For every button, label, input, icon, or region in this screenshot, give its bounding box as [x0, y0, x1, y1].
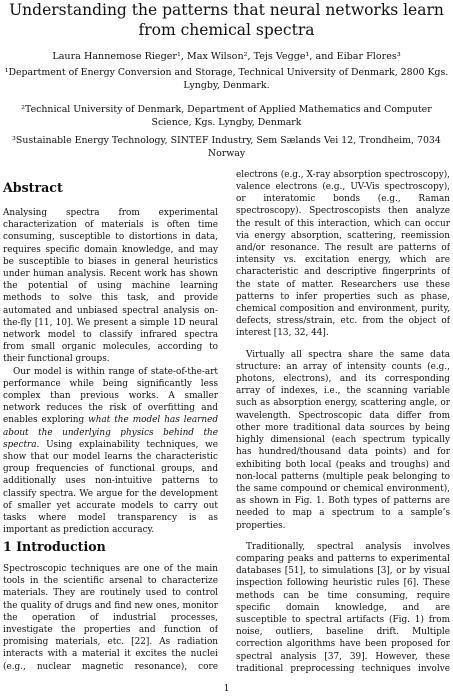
introduction-heading: 1 Introduction: [3, 539, 106, 554]
abstract-paragraph-2-start: Our model is within range of state-of-the-art performance while being significantly less complex than previous works. A smaller network reduces the risk of overfitting and enables exploring: [3, 366, 218, 426]
affiliation-2: ²Technical University of Denmark, Department of Applied Mathematics and Computer Science, Kgs. Lyngby, Denmark: [21, 104, 432, 128]
paper-title: Understanding the patterns that neural networks learn from chemical spectra: [9, 1, 444, 39]
abstract-body: [3, 207, 218, 536]
abstract-heading: Abstract: [3, 180, 63, 195]
abstract-paragraph-1: Analysing spectra from experimental characterization of materials is often time consuming, susceptible to distortions in data, requires specific domain knowledge, and may be susceptible to biases in general heuristics under human analysis. Recent work has shown the potential of using machine learning methods to solve this task, and provide automated and unbiased spectral analysis on-the-fly [11, 10]. We present a simple 1D neural network model to classify infrared spectra from small organic molecules, according to their functional groups.: [3, 208, 218, 365]
affiliation-3: ³Sustainable Energy Technology, SINTEF Industry, Sem Sælands Vei 12, Trondheim, 7034 Norway: [12, 135, 441, 159]
abstract-paragraph-2-end: . Using explainability techniques, we show that our model learns the characteristic group frequencies of functional groups, and additionally uses non-intuitive patterns to classify spectra. We argue for the development of smaller yet accurate models to carry out tasks where model transparency is as important as prediction accuracy.: [3, 439, 218, 536]
introduction-paragraph-1: Spectroscopic techniques are one of the main tools in the scientific arsenal to characterize materials. They are routinely used to control the quality of drugs and find new ones, monitor the operation of industrial processes, investigate the properties and function of promising materials, etc. [22]. As radiation interacts with a material it excites the nuclei (e.g., nuclear magnetic resonance), core: [3, 564, 218, 672]
introduction-body-left: [3, 563, 218, 673]
affiliation-1: ¹Department of Energy Conversion and Storage, Technical University of Denmark, 2800 Kgs. Lyngby, Denmark.: [4, 67, 449, 91]
introduction-body-right: [236, 169, 450, 674]
introduction-paragraph-1-continued: electrons (e.g., X-ray absorption spectroscopy), valence electrons (e.g., UV-Vis spectroscopy), or interatomic bonds (e.g., Raman spectroscopy). Spectroscopists then analyze the result of this interaction, which can occur via energy absorption, scattering, reemission and/or resonance. The result are patterns of intensity vs. excitation energy, which are characteristic and descriptive fingerprints of the state of matter. Researchers use these patterns to infer properties such as phase, chemical composition and environment, purity, defects, stress/strain, etc. from the object of interest [13, 32, 44].: [236, 169, 450, 339]
introduction-flow: [236, 169, 450, 674]
author-list: Laura Hannemose Rieger¹, Max Wilson², Tejs Vegge¹, and Eibar Flores³: [52, 51, 401, 62]
abstract-emphasis: what the model has learned about the underlying physics behind the spectra: [3, 415, 219, 450]
introduction-paragraph-1-part-1: [3, 563, 218, 673]
abstract-paragraph-2: [3, 366, 218, 537]
page-number: 1: [223, 684, 230, 694]
introduction-paragraph-2: Virtually all spectra share the same data structure: an array of intensity counts (e.g., photons, electrons), and its corresponding array of indexes, i.e., the scanning variable such as absorption energy, scattering angle, or wavelength. Spectroscopic data differ from other more traditional data sources by being highly dimensional (each spectrum typically has hundred/thousand data points) and for exhibiting both local (peaks and troughs) and non-local patterns (multiple peak belonging to the same compound or chemical environment), as shown in Fig. 1. Both types of patterns are needed to map a spectrum to a sample’s properties.: [236, 349, 450, 531]
introduction-paragraph-3: Traditionally, spectral analysis involves comparing peaks and patterns to experimental databases [51], to simulations [3], or by visual inspection following heuristic rules [6]. These methods can be time consuming, require specific domain knowledge, and are susceptible to spectral artifacts (Fig. 1) from noise, outliers, baseline drift. Multiple correction algorithms have been proposed for spectral analysis [37, 39]. However, these traditional preprocessing techniques involve: [236, 541, 450, 674]
